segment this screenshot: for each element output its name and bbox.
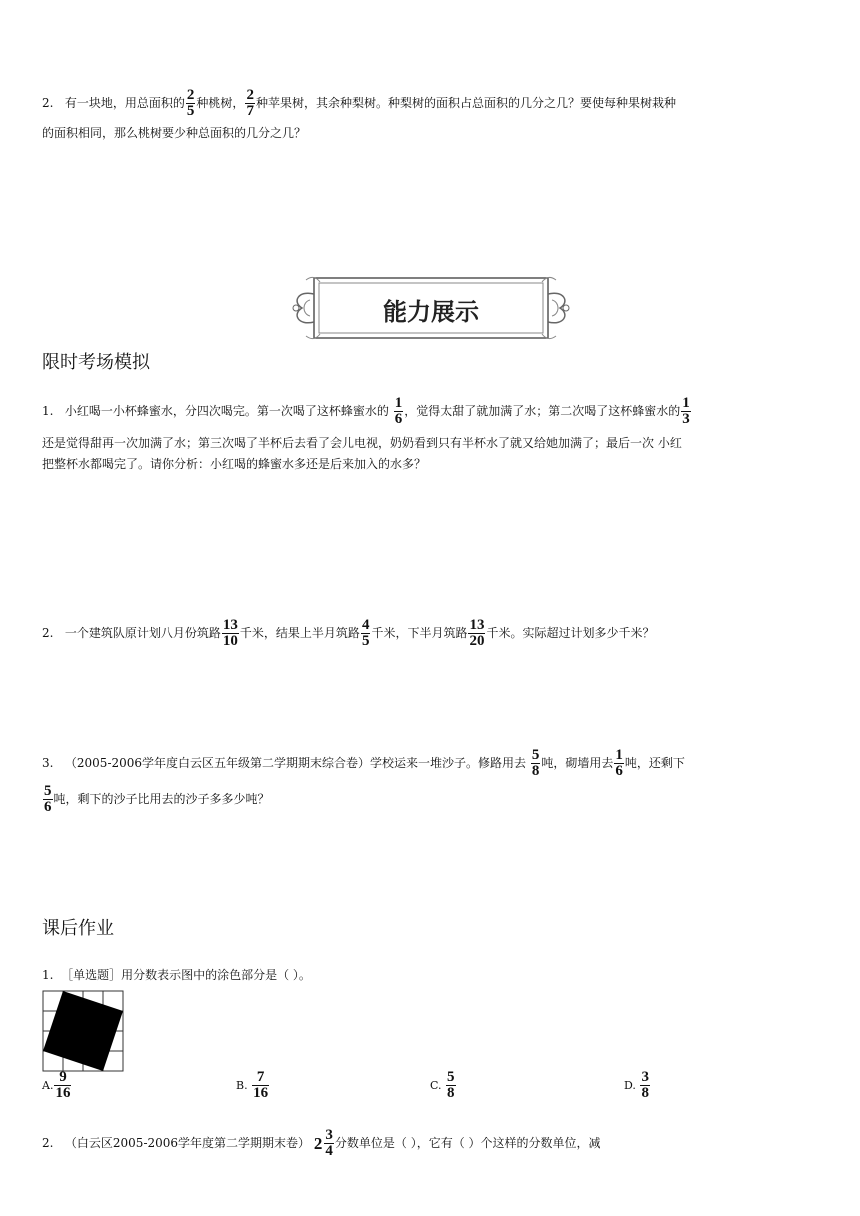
fraction: $\frac{3}{8}$: [641, 1069, 649, 1101]
question-text: 有一块地，用总面积的: [64, 96, 185, 110]
fraction: $\frac{9}{16}$: [55, 1069, 71, 1101]
fraction: $\frac{2}{5}$: [186, 87, 195, 119]
question-text: 种苹果树，其余种梨树。种梨树的面积占总面积的几分之几？要使每种果树栽种: [255, 96, 676, 110]
problem-1-line3: 把整杯水都喝完了。请你分析：小红喝的蜂蜜水多还是后来加入的水多？: [42, 457, 427, 471]
question-number: 1.: [42, 968, 54, 982]
question-number: 2.: [42, 626, 54, 640]
mixed-number: 2 $\frac{3}{4}$: [313, 1127, 333, 1159]
question-number: 2.: [42, 96, 54, 110]
homework-2: 2. （白云区2005-2006学年度第二学期期末卷） 2 $\frac{3}{4}$ 分数单位是（ ），它有（ ）个这样的分数单位，减: [42, 1127, 601, 1159]
problem-1-line2: 还是觉得甜再一次加满了水；第三次喝了半杯后去看了会儿电视，奶奶看到只有半杯水了就又给她加满了；最后一次 小红: [42, 436, 682, 450]
homework-1: 1. ［单选题］用分数表示图中的涂色部分是（ ）。: [42, 968, 311, 982]
fraction: $\frac{2}{7}$: [246, 87, 254, 119]
fraction: $\frac{1}{6}$: [615, 747, 623, 779]
question-number: 3.: [42, 756, 54, 770]
fraction: $\frac{5}{8}$: [447, 1069, 455, 1101]
shaded-square: [43, 991, 123, 1071]
section-banner: [286, 272, 576, 344]
fraction: $\frac{4}{5}$: [361, 617, 370, 649]
fraction: $\frac{13}{20}$: [469, 617, 485, 649]
fraction: $\frac{13}{10}$: [222, 617, 238, 649]
problem-2: 2. 一个建筑队原计划八月份筑路 $\frac{13}{10}$ 千米，结果上半月筑路 $\frac{4}{5}$ 千米，下半月筑路 $\frac{13}{20}$ 千米。实际超过计划多少千米？: [42, 617, 655, 649]
fraction: $\frac{1}{6}$: [394, 395, 403, 427]
option-c[interactable]: C. $\frac{5}{8}$: [430, 1069, 455, 1101]
section-title: 课后作业: [42, 918, 114, 939]
problem-3-line1: 3. （2005-2006学年度白云区五年级第二学期期末综合卷）学校运来一堆沙子。修路用去 $\frac{5}{8}$ 吨，砌墙用去 $\frac{1}{6}$ 吨，还剩下: [42, 747, 685, 779]
question-number: 2.: [42, 1136, 54, 1150]
problem-3-line2: $\frac{5}{6}$ 吨，剩下的沙子比用去的沙子多多少吨？: [44, 783, 270, 815]
option-d[interactable]: D. $\frac{3}{8}$: [624, 1069, 649, 1101]
problem-1-line1: 1. 小红喝一小杯蜂蜜水，分四次喝完。第一次喝了这杯蜂蜜水的 $\frac{1}{6}$ ，觉得太甜了就加满了水；第二次喝了这杯蜂蜜水的 $\frac{1}{3}$: [42, 395, 690, 427]
option-a[interactable]: A. $\frac{9}{16}$: [42, 1069, 71, 1101]
question-number: 1.: [42, 404, 54, 418]
prev-question-2-line2: 的面积相同，那么桃树要少种总面积的几分之几？: [42, 126, 307, 140]
fraction: $\frac{1}{3}$: [682, 395, 690, 427]
section-title: 限时考场模拟: [42, 352, 150, 373]
fraction: $\frac{7}{16}$: [253, 1069, 269, 1101]
prev-question-2-line1: [42, 88, 676, 119]
shaded-grid-figure: [42, 990, 124, 1072]
banner-title: 能力展示: [383, 297, 479, 326]
option-b[interactable]: B. $\frac{7}{16}$: [236, 1069, 269, 1101]
fraction: $\frac{5}{6}$: [44, 783, 52, 815]
fraction: $\frac{5}{8}$: [531, 747, 540, 779]
question-text: 种桃树，: [196, 96, 245, 110]
